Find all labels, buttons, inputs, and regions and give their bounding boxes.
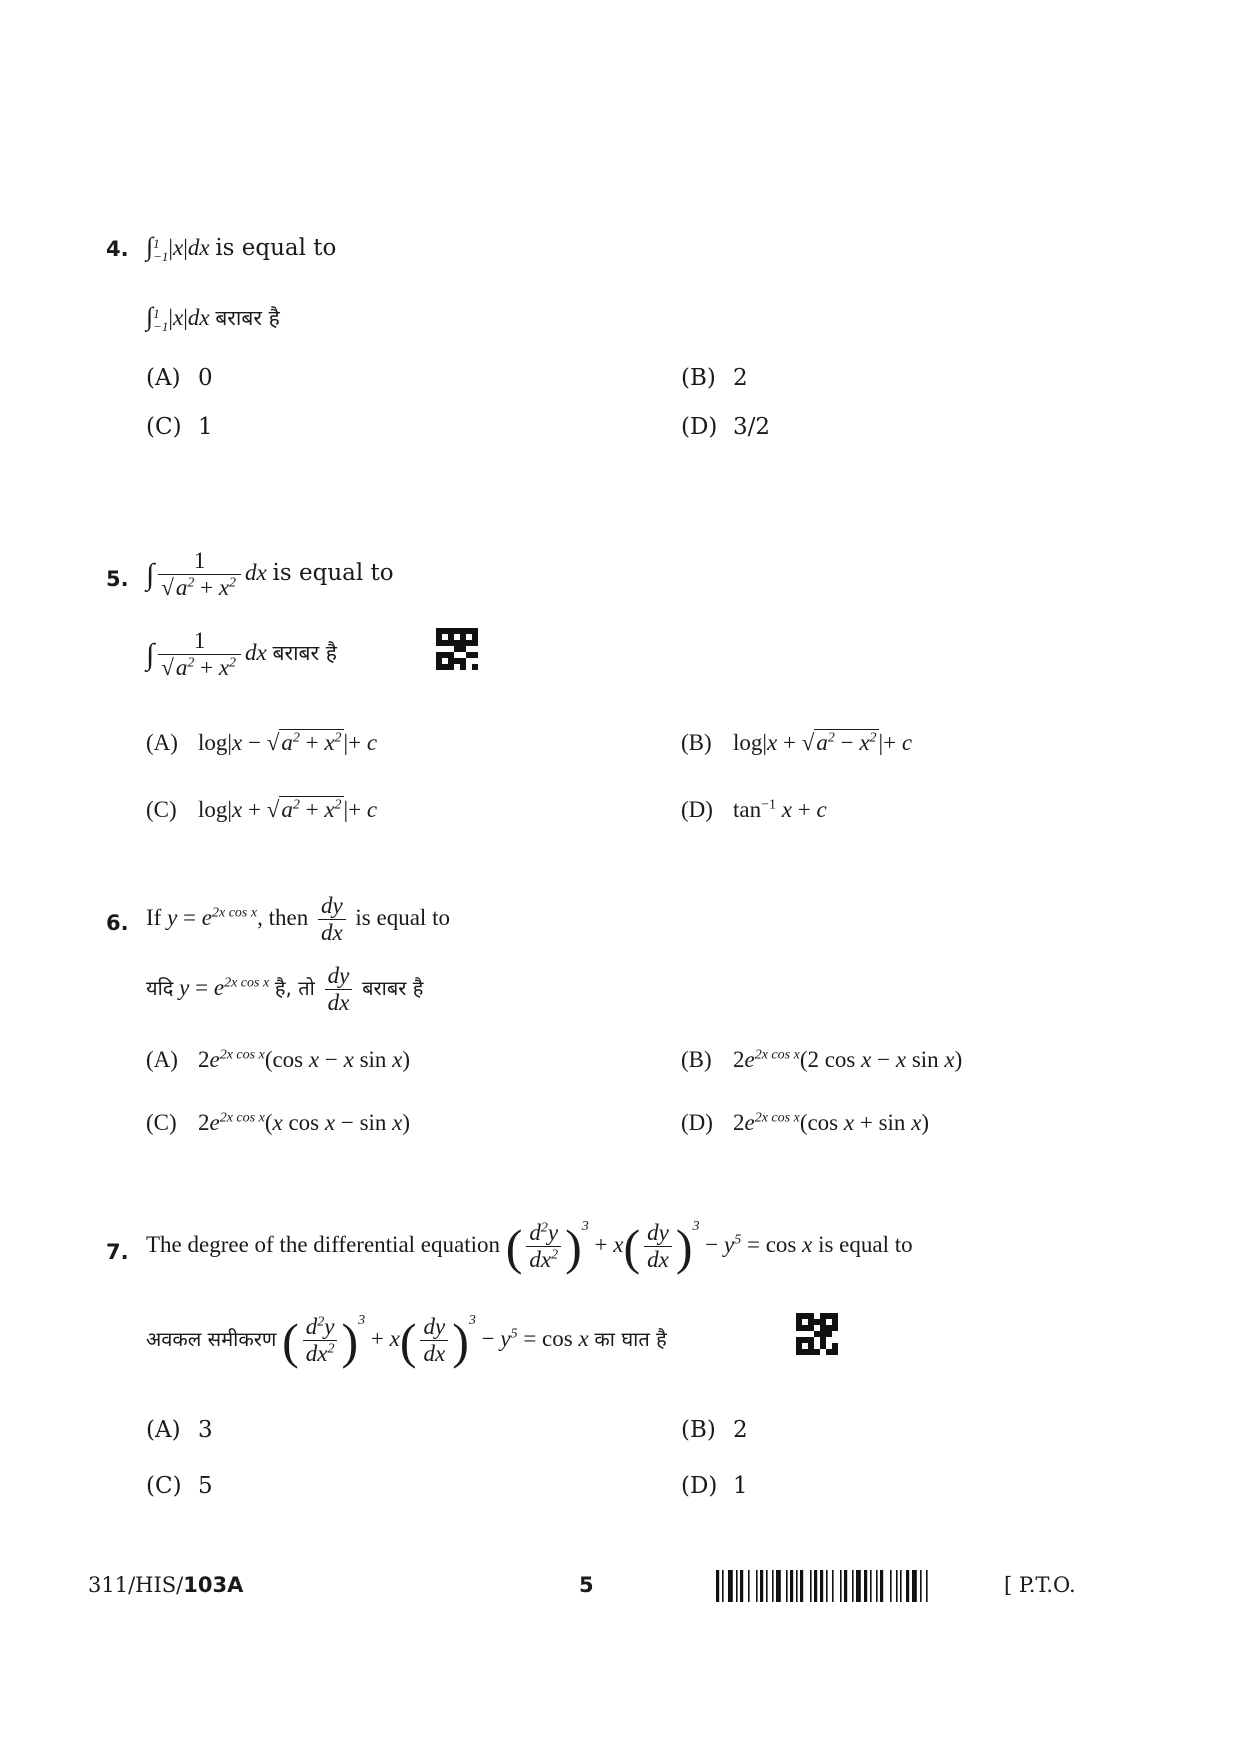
option-label: (B) — [681, 365, 716, 391]
question-7-text-en: The degree of the differential equation ( $\frac{d^2y}{dx^2}$ )$^3$ + x( $\frac{dy}{dx}$ )$^3 - y^5 = \cos x$ is equal to — [146, 1218, 913, 1275]
option-label: (D) — [681, 414, 718, 440]
question-7-text-hi: अवकल समीकरण ( $\frac{d^2y}{dx^2}$ )$^3$ + x( $\frac{dy}{dx}$ )$^3 - y^5 = \cos x$ का घात है — [146, 1312, 667, 1369]
option-text: 3 — [198, 1417, 213, 1443]
option-text: 1 — [198, 414, 213, 440]
question-5-text-en: ∫ $\frac{1}{√a^2 + x^2}$ dx is equal to — [146, 548, 394, 601]
question-4-barabar-hai: बराबर है — [215, 306, 280, 330]
option-label: (B) — [681, 730, 712, 755]
q5-option-c: (C) $\log|x + √a^2 + x^2|+ c$ — [146, 797, 378, 822]
question-6-number: 6. — [106, 911, 129, 935]
option-label: (D) — [681, 1473, 718, 1499]
question-4-text-en: ∫ 1 −1 |x|dx is equal to — [146, 232, 337, 264]
if-word: If — [146, 905, 162, 931]
question-6-is-equal-to: is equal to — [355, 905, 450, 931]
qr-code-icon — [436, 628, 478, 670]
q4-option-b — [681, 367, 748, 390]
q7-option-a — [146, 1419, 213, 1442]
option-label: (D) — [681, 1110, 713, 1135]
option-label: (B) — [681, 1047, 712, 1072]
question-4-is-equal-to: is equal to — [215, 235, 337, 261]
question-6-barabar-hai: बराबर है — [362, 976, 424, 1001]
question-7-is-equal-to: is equal to — [818, 1232, 913, 1258]
q7-option-d — [681, 1475, 748, 1498]
q6-option-a: (A) $2e^{2x cos x}(\cos$ x − x sin x) — [146, 1047, 411, 1072]
option-label: (A) — [146, 1047, 178, 1072]
q7-option-b — [681, 1419, 748, 1442]
page-number: 5 — [579, 1573, 594, 1597]
option-label: (C) — [146, 1473, 182, 1499]
option-text: 3/2 — [733, 414, 771, 440]
q6-option-c: (C) $2e^{2x cos x}(x$ cos x − sin x) — [146, 1110, 411, 1135]
question-4-text-hi: ∫ 1 −1 |x|dx बराबर है — [146, 302, 280, 334]
option-text: 2 — [733, 1417, 748, 1443]
option-label: (C) — [146, 414, 182, 440]
option-label: (A) — [146, 1417, 181, 1443]
option-label: (B) — [681, 1417, 716, 1443]
q6-option-d: (D) $2e^{2x cos x}(\cos$ x + sin x) — [681, 1110, 930, 1135]
question-4-number: 4. — [106, 237, 129, 261]
q4-option-d — [681, 416, 770, 439]
option-text: 1 — [733, 1473, 748, 1499]
q6-option-b: (B) $2e^{2x cos x}(2$ cos x − x sin x) — [681, 1047, 963, 1072]
avakal-text: अवकल समीकरण — [146, 1327, 277, 1352]
q4-option-c — [146, 416, 213, 439]
option-label: (D) — [681, 797, 713, 822]
option-label: (C) — [146, 797, 177, 822]
question-6-text-en: If $y = e^{2x cos x}$, then $\frac{dy}{dx}$ is equal to — [146, 893, 450, 946]
question-5-text-hi: ∫ $\frac{1}{√a^2 + x^2}$ dx बराबर है — [146, 628, 337, 681]
question-5-barabar-hai: बराबर है — [272, 641, 337, 666]
barcode-icon — [716, 1570, 996, 1602]
option-label: (C) — [146, 1110, 177, 1135]
paper-code — [88, 1573, 243, 1597]
q5-option-d: (D) $\tan^{-1} x + c$ — [681, 797, 827, 822]
paper-code-bold: 103A — [183, 1573, 244, 1597]
option-label: (A) — [146, 365, 181, 391]
degree-text: The degree of the differential equation — [146, 1232, 500, 1258]
ka-ghat-hai: का घात है — [594, 1327, 667, 1352]
option-text: 2 — [733, 365, 748, 391]
q5-option-b: (B) $\log|x + √a^2 - x^2|+ c$ — [681, 730, 913, 755]
question-5-number: 5. — [106, 567, 129, 591]
question-5-is-equal-to: is equal to — [272, 560, 394, 587]
q4-option-a — [146, 367, 213, 390]
q5-option-a: (A) $\log|x - √a^2 + x^2|+ c$ — [146, 730, 378, 755]
option-text: 0 — [198, 365, 213, 391]
paper-code-prefix: 311/HIS/ — [88, 1573, 184, 1597]
question-7-number: 7. — [106, 1240, 129, 1264]
question-6-text-hi: यदि $y = e^{2x cos x}$ है, तो $\frac{dy}{dx}$ बराबर है — [146, 963, 424, 1016]
hai-to-word: है, तो — [274, 976, 315, 1001]
option-text: 5 — [198, 1473, 213, 1499]
pto-label: [ P.T.O. — [1004, 1573, 1076, 1597]
option-label: (A) — [146, 730, 178, 755]
yadi-word: यदि — [146, 976, 174, 1001]
qr-code-icon — [796, 1313, 838, 1355]
then-word: then — [268, 905, 309, 931]
q7-option-c — [146, 1475, 213, 1498]
